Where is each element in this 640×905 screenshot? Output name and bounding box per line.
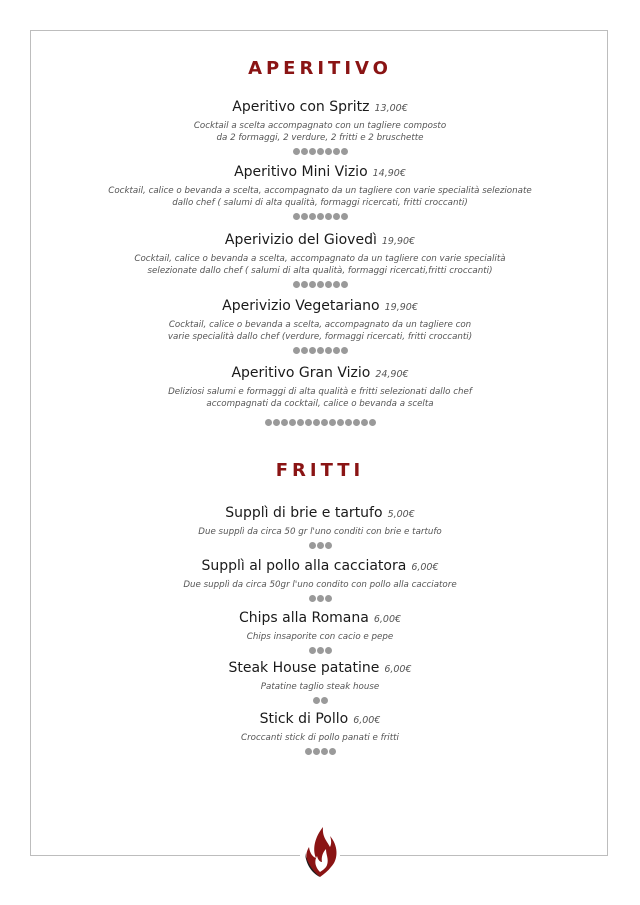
allergen-icon xyxy=(301,347,308,354)
allergen-icon xyxy=(341,281,348,288)
allergen-icon xyxy=(321,748,328,755)
allergen-icon xyxy=(325,595,332,602)
allergen-icon xyxy=(293,213,300,220)
allergen-icons xyxy=(40,418,600,426)
item-description: Cocktail a scelta accompagnato con un tagliere composto da 2 formaggi, 2 verdure, 2 fritti e 2 bruschette xyxy=(193,121,447,143)
allergen-icon xyxy=(273,419,280,426)
item-name: Aperitivo Gran Vizio xyxy=(231,365,371,381)
item-description: Chips insaporite con cacio e pepe xyxy=(246,632,394,642)
menu-item xyxy=(40,710,600,755)
allergen-icon xyxy=(281,419,288,426)
allergen-icon xyxy=(309,595,316,602)
item-name: Aperivizio Vegetariano xyxy=(222,298,380,314)
allergen-icon xyxy=(313,419,320,426)
allergen-icon xyxy=(353,419,360,426)
allergen-icon xyxy=(317,595,324,602)
section-title-fritti: FRITTI xyxy=(275,460,365,481)
item-price: 14,90€ xyxy=(372,168,406,179)
allergen-icon xyxy=(325,542,332,549)
item-description: Deliziosi salumi e formaggi di alta qualità e fritti selezionati dallo chef accompagnati da cocktail, calice o bevanda a scelta xyxy=(168,387,472,409)
allergen-icon xyxy=(293,148,300,155)
allergen-icon xyxy=(317,542,324,549)
item-name: Aperitivo Mini Vizio xyxy=(234,164,368,180)
allergen-icon xyxy=(305,748,312,755)
allergen-icon xyxy=(309,213,316,220)
allergen-icon xyxy=(325,281,332,288)
allergen-icons xyxy=(40,147,600,155)
allergen-icon xyxy=(309,281,316,288)
flame-logo-icon xyxy=(301,823,339,879)
menu-item xyxy=(40,659,600,704)
item-price: 6,00€ xyxy=(353,715,381,726)
menu-item xyxy=(40,504,600,549)
allergen-icons xyxy=(40,280,600,288)
menu-item xyxy=(40,297,600,354)
item-description: Croccanti stick di pollo panati e fritti xyxy=(241,733,399,743)
menu-item xyxy=(40,163,600,220)
allergen-icon xyxy=(309,647,316,654)
allergen-icon xyxy=(317,213,324,220)
menu-item xyxy=(40,231,600,288)
item-price: 19,90€ xyxy=(384,302,418,313)
item-price: 6,00€ xyxy=(384,664,412,675)
allergen-icon xyxy=(317,281,324,288)
allergen-icon xyxy=(333,213,340,220)
allergen-icon xyxy=(329,748,336,755)
allergen-icon xyxy=(313,697,320,704)
allergen-icon xyxy=(361,419,368,426)
item-name: Aperitivo con Spritz xyxy=(232,99,370,115)
allergen-icons xyxy=(40,541,600,549)
item-price: 13,00€ xyxy=(374,103,408,114)
item-name: Supplì di brie e tartufo xyxy=(225,505,383,521)
item-description: Patatine taglio steak house xyxy=(260,682,380,692)
item-description: Cocktail, calice o bevanda a scelta, accompagnato da un tagliere con varie specialità selezionate dallo chef ( salumi di alta qualità, formaggi ricercati, fritti croccanti) xyxy=(108,186,532,208)
allergen-icon xyxy=(301,148,308,155)
item-name: Supplì al pollo alla cacciatora xyxy=(201,558,407,574)
item-description: Cocktail, calice o bevanda a scelta, accompagnato da un tagliere con varie specialità selezionate dallo chef ( salumi di alta qualità, formaggi ricercati,fritti croccanti) xyxy=(134,254,506,276)
item-name: Stick di Pollo xyxy=(259,711,349,727)
item-price: 24,90€ xyxy=(375,369,409,380)
menu-item xyxy=(40,609,600,654)
item-price: 6,00€ xyxy=(373,614,402,625)
menu-item xyxy=(40,557,600,602)
allergen-icon xyxy=(321,419,328,426)
item-description: Cocktail, calice o bevanda a scelta, accompagnato da un tagliere con varie specialità dallo chef (verdure, formaggi ricercati, fritti croccanti) xyxy=(167,320,473,342)
allergen-icon xyxy=(325,148,332,155)
allergen-icon xyxy=(329,419,336,426)
allergen-icons xyxy=(40,346,600,354)
allergen-icon xyxy=(297,419,304,426)
menu-item xyxy=(40,364,600,426)
item-description: Due supplì da circa 50gr l'uno condito con pollo alla cacciatore xyxy=(183,580,457,590)
allergen-icon xyxy=(265,419,272,426)
allergen-icon xyxy=(293,281,300,288)
allergen-icon xyxy=(341,148,348,155)
allergen-icon xyxy=(325,647,332,654)
allergen-icon xyxy=(325,213,332,220)
item-description: Due supplì da circa 50 gr l'uno conditi con brie e tartufo xyxy=(198,527,442,537)
allergen-icon xyxy=(309,148,316,155)
allergen-icon xyxy=(317,347,324,354)
allergen-icon xyxy=(301,213,308,220)
section-title-aperitivo: APERITIVO xyxy=(248,58,392,79)
item-price: 6,00€ xyxy=(411,562,439,573)
allergen-icons xyxy=(40,696,600,704)
allergen-icon xyxy=(317,148,324,155)
allergen-icon xyxy=(341,213,348,220)
allergen-icon xyxy=(333,148,340,155)
item-name: Chips alla Romana xyxy=(238,610,369,626)
item-name: Aperivizio del Giovedì xyxy=(224,232,377,248)
allergen-icon xyxy=(309,542,316,549)
allergen-icon xyxy=(333,347,340,354)
allergen-icon xyxy=(325,347,332,354)
allergen-icon xyxy=(309,347,316,354)
allergen-icons xyxy=(40,646,600,654)
allergen-icon xyxy=(345,419,352,426)
allergen-icon xyxy=(313,748,320,755)
menu-item xyxy=(40,98,600,155)
item-price: 19,90€ xyxy=(381,236,416,247)
allergen-icon xyxy=(321,697,328,704)
allergen-icon xyxy=(369,419,376,426)
item-name: Steak House patatine xyxy=(228,660,380,676)
allergen-icon xyxy=(341,347,348,354)
allergen-icon xyxy=(333,281,340,288)
allergen-icons xyxy=(40,594,600,602)
allergen-icons xyxy=(40,212,600,220)
allergen-icon xyxy=(317,647,324,654)
allergen-icon xyxy=(301,281,308,288)
allergen-icon xyxy=(289,419,296,426)
allergen-icons xyxy=(40,747,600,755)
allergen-icon xyxy=(337,419,344,426)
item-price: 5,00€ xyxy=(387,509,415,520)
allergen-icon xyxy=(293,347,300,354)
allergen-icon xyxy=(305,419,312,426)
